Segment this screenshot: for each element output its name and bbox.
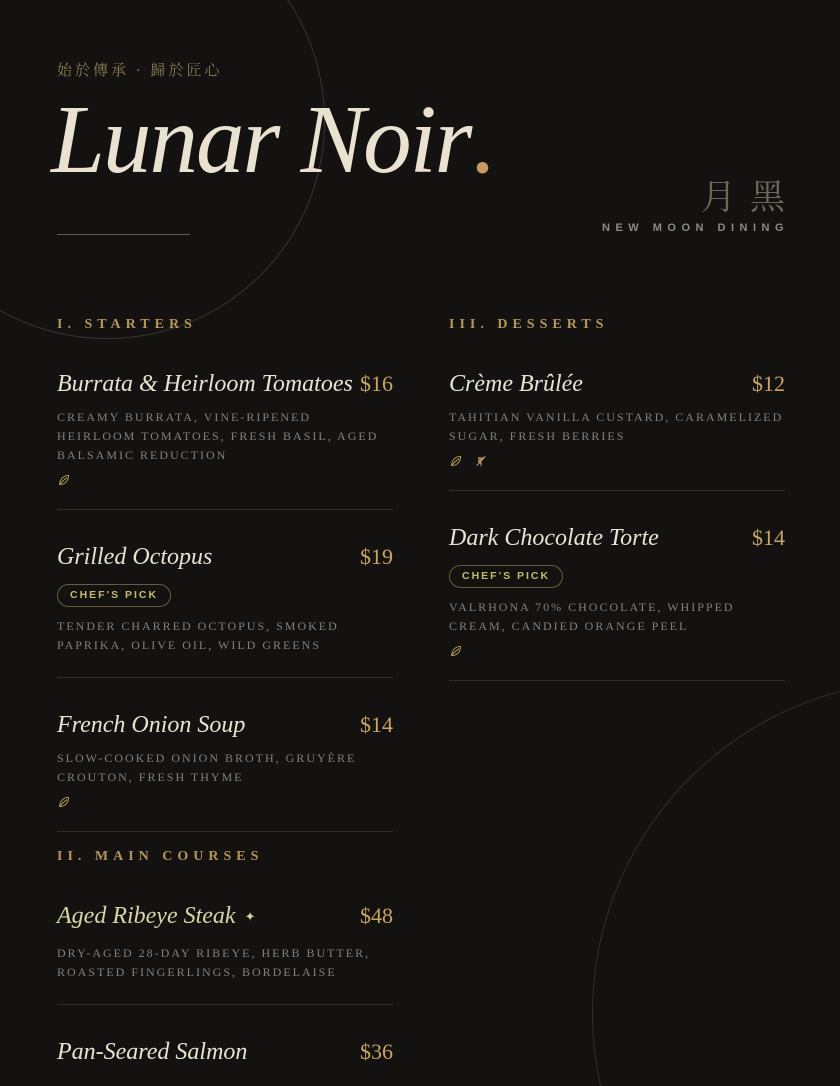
- menu-section-desserts: [449, 316, 785, 681]
- leaf-icon: [449, 454, 463, 468]
- item-name-row: [57, 901, 393, 935]
- item-description: TENDER CHARRED OCTOPUS, SMOKED PAPRIKA, OLIVE OIL, WILD GREENS: [57, 619, 339, 652]
- item-price: $14: [752, 525, 785, 550]
- section-label-main-courses: II. MAIN COURSES: [57, 849, 264, 864]
- item-name-row: [57, 710, 393, 740]
- menu-item: [57, 901, 393, 1005]
- item-price: $12: [752, 371, 785, 396]
- item-name: Dark Chocolate Torte: [449, 525, 659, 551]
- item-price: $36: [360, 1039, 393, 1064]
- leaf-icon: [57, 473, 71, 487]
- dietary-icon-row: [449, 644, 785, 658]
- tagline-zh: 始於傳承 · 歸於匠心: [57, 63, 223, 79]
- item-name-row: [57, 542, 393, 572]
- item-description: CREAMY BURRATA, VINE-RIPENED HEIRLOOM TOMATOES, FRESH BASIL, AGED BALSAMIC REDUCTION: [57, 410, 379, 462]
- menu-grid: [57, 316, 785, 1086]
- item-description: VALRHONA 70% CHOCOLATE, WHIPPED CREAM, CANDIED ORANGE PEEL: [449, 600, 735, 633]
- gluten-free-icon: [474, 454, 488, 468]
- section-label-desserts: III. DESSERTS: [449, 317, 609, 332]
- item-description: DRY-AGED 28-DAY RIBEYE, HERB BUTTER, ROASTED FINGERLINGS, BORDELAISE: [57, 946, 371, 979]
- menu-item: [449, 369, 785, 491]
- menu-item: [449, 523, 785, 681]
- dietary-icon-row: [57, 473, 393, 487]
- item-name: Crème Brûlée: [449, 371, 583, 397]
- item-price: $19: [360, 544, 393, 569]
- item-name-row: [449, 369, 785, 399]
- item-price: $16: [360, 371, 393, 396]
- chefs-pick-badge: CHEF'S PICK: [57, 584, 171, 607]
- item-name: French Onion Soup: [57, 712, 246, 738]
- item-price: $48: [360, 903, 393, 928]
- menu-column-left: [57, 316, 393, 1086]
- brand-zh: 月黑: [700, 178, 799, 217]
- item-price: $14: [360, 712, 393, 737]
- item-description: TAHITIAN VANILLA CUSTARD, CARAMELIZED SUGAR, FRESH BERRIES: [449, 410, 784, 443]
- menu-section-starters: [57, 316, 393, 832]
- section-label-starters: I. STARTERS: [57, 317, 197, 332]
- brand-title: [51, 86, 493, 195]
- item-name: Pan-Seared Salmon: [57, 1039, 248, 1065]
- menu-section-main-courses: [57, 848, 393, 1086]
- item-name-row: [57, 1037, 393, 1067]
- brand-subtitle: NEW MOON DINING: [602, 222, 789, 234]
- chefs-pick-badge: CHEF'S PICK: [449, 565, 563, 588]
- title-underline: [57, 234, 190, 235]
- item-name-row: [449, 523, 785, 553]
- signature-star-icon: ✦: [244, 910, 256, 925]
- menu-item: [57, 710, 393, 832]
- item-name: Grilled Octopus: [57, 544, 213, 570]
- leaf-icon: [449, 644, 463, 658]
- menu-item: [57, 542, 393, 678]
- menu-item: [57, 369, 393, 510]
- leaf-icon: [57, 795, 71, 809]
- brand-title-text: Lunar Noir: [51, 86, 471, 193]
- menu-item: [57, 1037, 393, 1086]
- item-description: SLOW-COOKED ONION BROTH, GRUYÈRE CROUTON, FRESH THYME: [57, 751, 357, 784]
- item-name: Burrata & Heirloom Tomatoes: [57, 371, 353, 397]
- menu-column-right: [449, 316, 785, 681]
- brand-title-period: .: [470, 86, 493, 193]
- dietary-icon-row: [57, 795, 393, 809]
- item-name-row: [57, 369, 393, 399]
- item-name: Aged Ribeye Steak ✦: [57, 903, 256, 929]
- dietary-icon-row: [449, 454, 785, 468]
